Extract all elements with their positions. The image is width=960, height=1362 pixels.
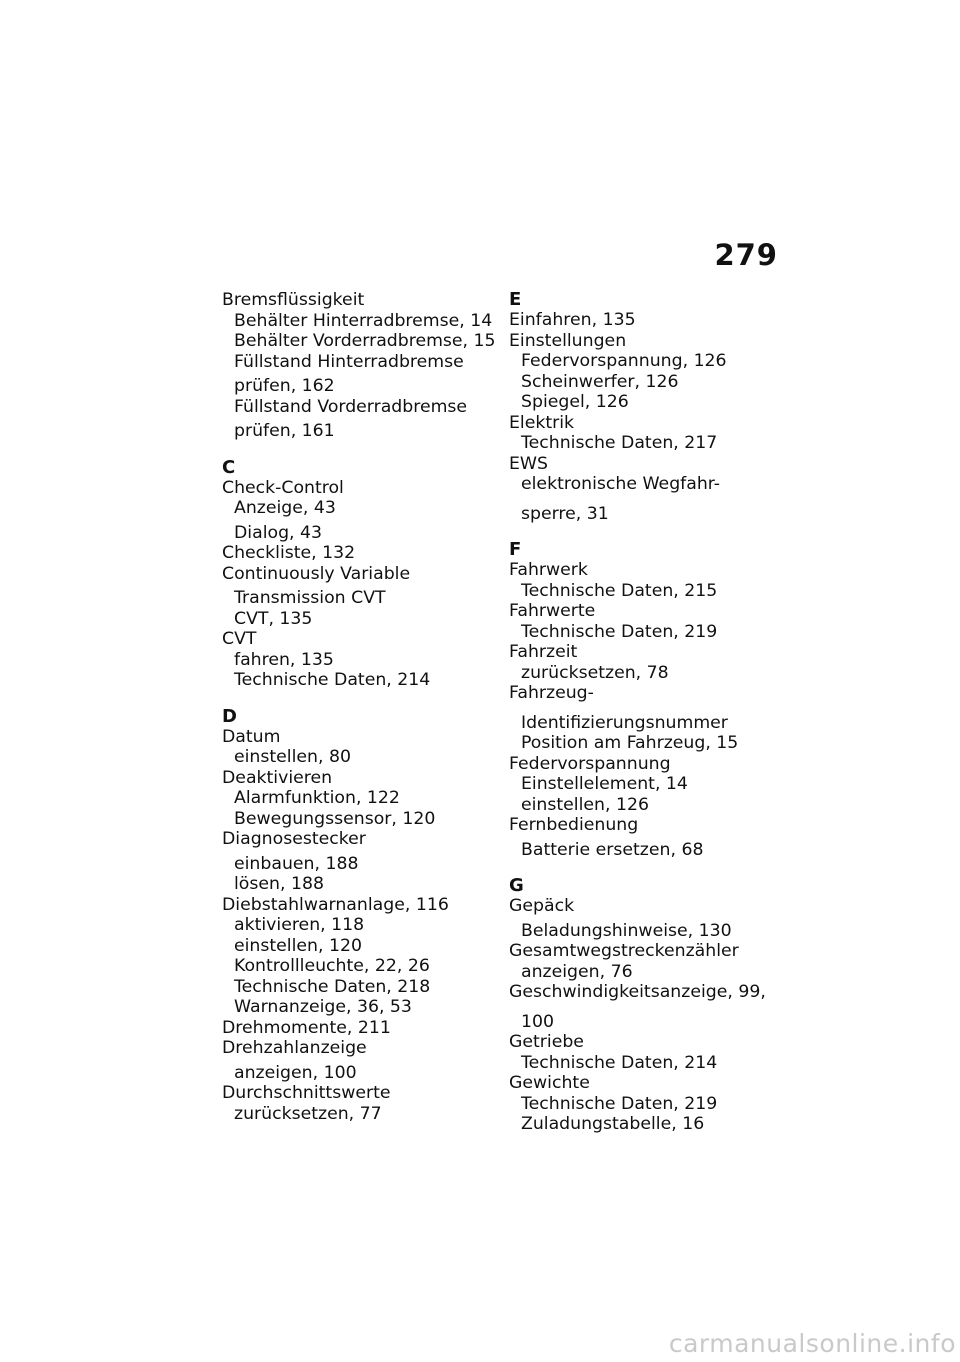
index-entry-check-control: Check-Control <box>222 477 344 498</box>
index-subentry: lösen, 188 <box>234 874 324 894</box>
index-subentry: Bewegungssensor, 120 <box>234 808 436 829</box>
index-subentry: prüfen, 161 <box>234 421 335 441</box>
index-entry-fahrwerte: Fahrwerte <box>509 601 596 621</box>
index-entry-diagnosestecker: Diagnosestecker <box>222 829 366 849</box>
index-subentry: sperre, 31 <box>521 503 609 524</box>
index-subentry: einstellen, 80 <box>234 747 351 767</box>
index-column-left <box>222 290 497 1124</box>
index-entry-diebstahlwarnanlage: Diebstahlwarnanlage, 116 <box>222 894 449 915</box>
index-subentry: Dialog, 43 <box>234 522 323 543</box>
watermark: carmanualsonline.info <box>668 1329 956 1358</box>
index-subentry: Position am Fahrzeug, 15 <box>521 733 739 753</box>
index-subentry: Behälter Vorderradbremse, 15 <box>234 331 496 351</box>
section-letter-c: C <box>222 456 236 478</box>
index-entry-bremsfluessigkeit: Bremsflüssigkeit <box>222 290 365 310</box>
index-subentry: Behälter Hinterradbremse, 14 <box>234 310 493 331</box>
index-entry-drehzahlanzeige: Drehzahlanzeige <box>222 1038 367 1058</box>
index-entry-continuously-variable: Continuously Variable <box>222 563 411 584</box>
index-subentry: anzeigen, 100 <box>234 1062 357 1083</box>
index-entry-fahrzeit: Fahrzeit <box>509 642 578 662</box>
index-entry-elektrik: Elektrik <box>509 412 575 433</box>
index-subentry: Warnanzeige, 36, 53 <box>234 997 412 1017</box>
index-subentry: zurücksetzen, 78 <box>521 662 669 683</box>
section-letter-f: F <box>509 539 522 560</box>
index-subentry: 100 <box>521 1011 554 1032</box>
index-entry-gewichte: Gewichte <box>509 1073 590 1093</box>
index-subentry: Füllstand Vorderradbremse <box>234 396 468 417</box>
section-letter-g: G <box>509 875 524 896</box>
page-number: 279 <box>714 238 778 272</box>
index-subentry: einstellen, 126 <box>521 794 649 815</box>
index-entry-cvt: CVT <box>222 629 257 649</box>
index-subentry: Technische Daten, 214 <box>521 1052 718 1073</box>
index-subentry: Identifizierungsnummer <box>521 712 728 733</box>
index-entry-federvorspannung: Federvorspannung <box>509 753 671 774</box>
index-entry-geschwindigkeitsanzeige: Geschwindigkeitsanzeige, 99, <box>509 982 766 1002</box>
index-subentry: prüfen, 162 <box>234 376 335 396</box>
index-entry-ews: EWS <box>509 453 548 474</box>
index-subentry: CVT, 135 <box>234 608 313 629</box>
index-entry-datum: Datum <box>222 726 281 747</box>
index-subentry: Anzeige, 43 <box>234 498 336 518</box>
index-subentry: Füllstand Hinterradbremse <box>234 351 464 372</box>
index-subentry: Technische Daten, 219 <box>521 1093 718 1114</box>
index-entry-einstellungen: Einstellungen <box>509 330 627 351</box>
index-subentry: Technische Daten, 219 <box>521 621 718 642</box>
index-subentry: Technische Daten, 218 <box>234 976 431 997</box>
index-column-right <box>509 290 774 1135</box>
index-entry-einfahren: Einfahren, 135 <box>509 310 636 330</box>
index-subentry: Kontrollleuchte, 22, 26 <box>234 956 430 976</box>
index-entry-drehmomente: Drehmomente, 211 <box>222 1017 391 1038</box>
index-subentry: Technische Daten, 214 <box>234 670 431 690</box>
index-entry-getriebe: Getriebe <box>509 1032 584 1052</box>
index-subentry: Beladungshinweise, 130 <box>521 920 732 941</box>
index-entry-deaktivieren: Deaktivieren <box>222 767 333 788</box>
index-entry-checkliste: Checkliste, 132 <box>222 543 356 563</box>
index-subentry: Scheinwerfer, 126 <box>521 371 679 392</box>
section-letter-e: E <box>509 289 522 310</box>
index-subentry: aktivieren, 118 <box>234 915 365 935</box>
index-subentry: Transmission CVT <box>234 588 386 608</box>
index-subentry: Alarmfunktion, 122 <box>234 788 400 808</box>
index-entry-fahrzeug: Fahrzeug- <box>509 683 594 703</box>
index-entry-durchschnittswerte: Durchschnittswerte <box>222 1083 391 1103</box>
index-subentry: zurücksetzen, 77 <box>234 1103 382 1124</box>
index-subentry: fahren, 135 <box>234 649 334 670</box>
index-subentry: anzeigen, 76 <box>521 961 633 982</box>
index-subentry: Federvorspannung, 126 <box>521 351 727 371</box>
index-entry-fahrwerk: Fahrwerk <box>509 560 588 580</box>
index-entry-gesamtwegstreckenzaehler: Gesamtwegstreckenzähler <box>509 941 739 961</box>
section-letter-d: D <box>222 705 237 727</box>
index-subentry: Technische Daten, 217 <box>521 433 718 453</box>
index-subentry: Batterie ersetzen, 68 <box>521 839 704 860</box>
index-entry-gepaeck: Gepäck <box>509 896 575 916</box>
index-subentry: einbauen, 188 <box>234 853 359 874</box>
index-subentry: Spiegel, 126 <box>521 392 629 412</box>
index-entry-fernbedienung: Fernbedienung <box>509 815 639 835</box>
index-subentry: Technische Daten, 215 <box>521 580 718 601</box>
index-subentry: Einstellelement, 14 <box>521 774 688 794</box>
index-subentry: einstellen, 120 <box>234 935 362 956</box>
index-subentry: elektronische Wegfahr- <box>521 474 721 494</box>
index-subentry: Zuladungstabelle, 16 <box>521 1114 705 1134</box>
